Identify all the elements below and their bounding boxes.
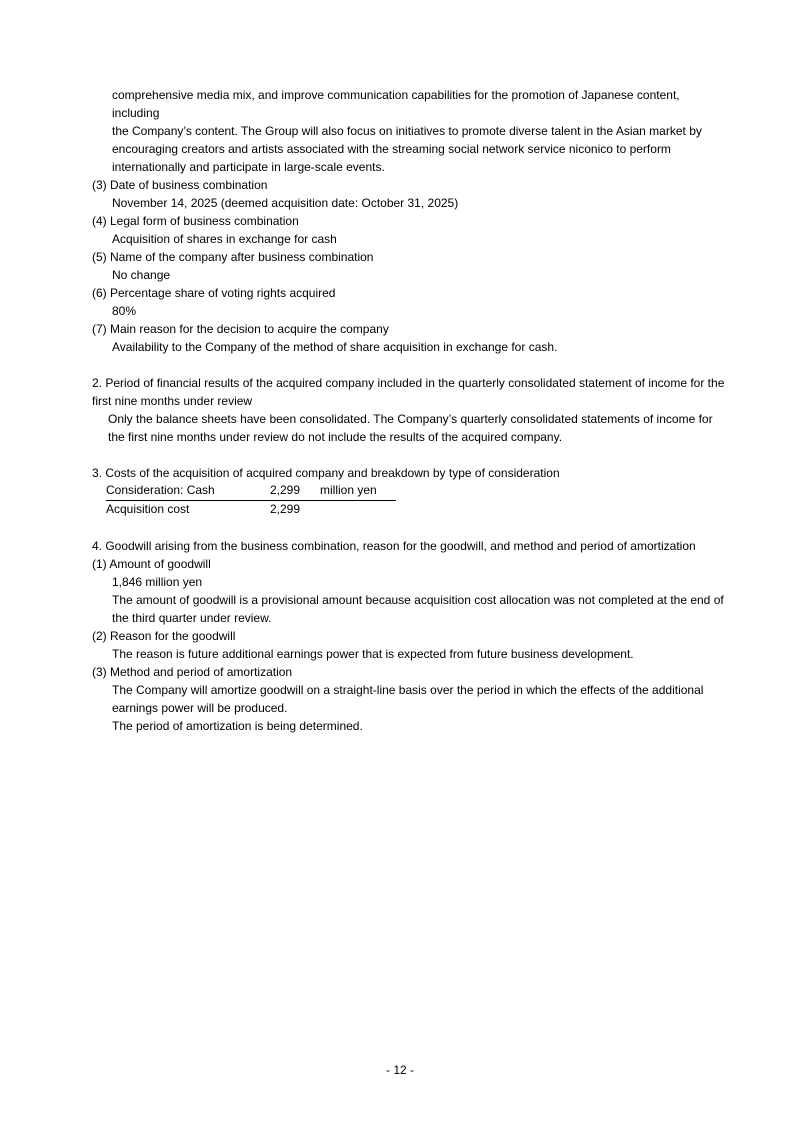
intro-continuation [92,86,727,176]
item-list [92,176,727,356]
table-cell-label: Consideration: Cash [106,482,270,501]
acquisition-cost-table [106,482,396,519]
page-number: - 12 - [385,1063,414,1077]
item-body: November 14, 2025 (deemed acquisition date: October 31, 2025) [112,196,459,210]
item-body: 80% [112,304,137,318]
subsection-body: earnings power will be produced. [112,701,288,715]
subsection-body: The period of amortization is being determined. [112,719,363,733]
section-body: Only the balance sheets have been consolidated. The Company’s quarterly consolidated statements of income for [108,412,713,426]
table-row [106,501,396,520]
section-4 [92,537,727,735]
subsection-body: The amount of goodwill is a provisional amount because acquisition cost allocation was not completed at the end of [112,593,724,607]
spacer [92,519,727,537]
subsection-heading: (3) Method and period of amortization [92,665,293,679]
table-cell-unit: million yen [312,482,396,501]
item-heading: (7) Main reason for the decision to acquire the company [92,322,389,336]
item-heading: (4) Legal form of business combination [92,214,299,228]
item-heading: (3) Date of business combination [92,178,268,192]
document-body [92,86,727,735]
section-2 [92,374,727,446]
text-line: comprehensive media mix, and improve communication capabilities for the promotion of Japanese content, including [112,88,680,120]
table-row [106,482,396,501]
subsection-heading: (2) Reason for the goodwill [92,629,236,643]
item-heading: (6) Percentage share of voting rights acquired [92,286,336,300]
table-cell-unit [312,501,396,520]
text-line: the Company’s content. The Group will also focus on initiatives to promote diverse talent in the Asian market by [112,124,702,138]
spacer [92,356,727,374]
table-cell-value: 2,299 [270,502,301,516]
text-line: encouraging creators and artists associated with the streaming social network service niconico to perform [112,142,671,156]
subsection-body: The reason is future additional earnings power that is expected from future business development. [112,647,634,661]
text-line: internationally and participate in large-scale events. [112,160,385,174]
item-heading: (5) Name of the company after business combination [92,250,374,264]
section-body: the first nine months under review do not include the results of the acquired company. [108,430,563,444]
section-heading: 2. Period of financial results of the acquired company included in the quarterly consolidated statement of income for the [92,376,725,390]
item-body: Acquisition of shares in exchange for cash [112,232,337,246]
subsection-heading: (1) Amount of goodwill [92,557,211,571]
item-body: Availability to the Company of the method of share acquisition in exchange for cash. [112,340,558,354]
spacer [92,446,727,464]
subsection-body: 1,846 million yen [112,575,203,589]
section-heading: first nine months under review [92,394,253,408]
table-cell-label: Acquisition cost [106,502,190,516]
section-heading: 3. Costs of the acquisition of acquired company and breakdown by type of consideration [92,466,560,480]
item-body: No change [112,268,171,282]
table-cell-value: 2,299 [270,482,312,501]
subsection-body: the third quarter under review. [112,611,272,625]
section-heading: 4. Goodwill arising from the business combination, reason for the goodwill, and method and period of amortization [92,539,696,553]
subsection-body: The Company will amortize goodwill on a straight-line basis over the period in which the effects of the additional [112,683,704,697]
section-3 [92,464,727,519]
